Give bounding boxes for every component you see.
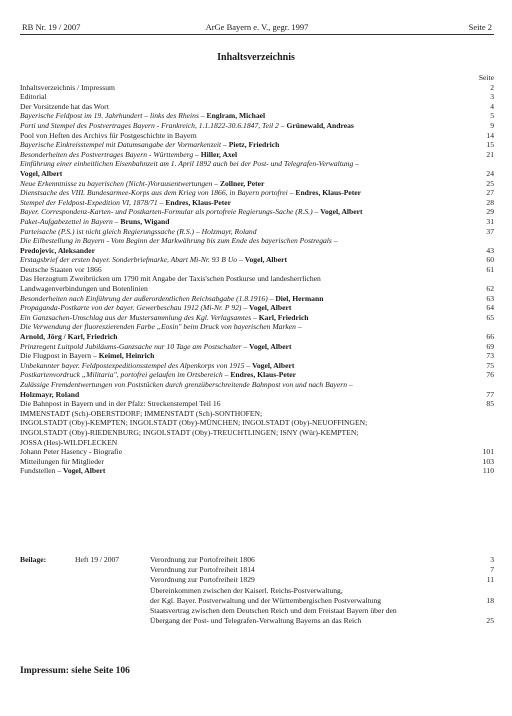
entry-page: 103 [482, 456, 494, 466]
entry-title: Porti und Stempel des Postvertrages Bayern - Frankreich, 1.1.1822-30.6.1847, Teil 2 – [20, 120, 287, 130]
toc-entry [20, 351, 494, 361]
entry-page: 9 [490, 120, 494, 130]
toc-entry [20, 438, 494, 448]
entry-title: Inhaltsverzeichnis / Impressum [20, 82, 115, 92]
entry-author: Pietz, Friedrich [228, 140, 280, 150]
entry-title: Paket-Aufgabezettel in Bayern – [20, 216, 121, 226]
toc-entry [20, 390, 494, 400]
toc-entry [20, 227, 494, 237]
toc-entry [20, 255, 494, 265]
entry-author: Bruns, Wigand [120, 216, 170, 226]
toc-entry [20, 274, 494, 284]
entry-page: 18 [486, 595, 494, 605]
toc-entry [20, 447, 494, 457]
entry-page: 77 [486, 389, 494, 399]
entry-page: 31 [486, 216, 494, 226]
entry-title: Stempel der Feldpost-Expedition VI, 1878/71 – [20, 197, 166, 207]
toc-entry [20, 111, 494, 121]
entry-page: 76 [486, 370, 494, 380]
entry-author: Diel, Hermann [275, 293, 324, 303]
toc-entry [20, 159, 494, 169]
toc-entry [20, 370, 494, 380]
entry-title: Übereinkommen zwischen der Kaiserl. Reichs-Postverwaltung, [150, 585, 343, 595]
beilage-item [150, 616, 494, 626]
entry-title: Prinzregent Luitpold Jubiläums-Ganzsache nur 10 Tage am Postschalter – [20, 341, 250, 351]
entry-page: 14 [486, 130, 494, 140]
toc-entry [20, 207, 494, 217]
entry-title: Propaganda-Postkarte von der bayer. Gewerbeschau 1912 (Mi-Nr. P 92) – [20, 303, 250, 313]
entry-author: Arnold, Jörg / Karl, Friedrich [20, 332, 118, 342]
toc-entry [20, 246, 494, 256]
entry-page: 37 [486, 226, 494, 236]
entry-title: Bayer. Correspondenz-Karten- und Postkarten-Formular als portofreie Regierungs-Sache (R.S.) – [20, 207, 321, 217]
entry-author: Endres, Klaus-Peter [295, 188, 362, 198]
entry-author: Holzmayr, Roland [20, 389, 80, 399]
entry-title: Besonderheiten des Postvertrages Bayern - Württemberg – [20, 149, 201, 159]
beilage-item [150, 555, 494, 565]
toc-entry [20, 131, 494, 141]
entry-title: der Kgl. Bayer. Postverwaltung und der Württembergischen Postverwaltung [150, 595, 382, 605]
entry-author: Endres, Klaus-Peter [230, 370, 296, 380]
entry-title: Erstagsbrief der ersten bayer. Sonderbriefmarke, Abart Mi-Nr. 93 B Uo – [20, 255, 245, 265]
entry-title: Verordnung zur Portofreiheit 1829 [150, 575, 255, 585]
entry-title: Pool von Heften des Archivs für Postgeschichte in Bayern [20, 130, 197, 140]
entry-page: 60 [486, 255, 494, 265]
entry-author: Keimel, Heinrich [98, 351, 155, 361]
beilage-item [150, 586, 494, 596]
page-title: Inhaltsverzeichnis [217, 52, 295, 63]
entry-title: Neue Erkenntnisse zu bayerischen (Nicht-)Vorausentwertungen – [20, 178, 220, 188]
toc-entry [20, 92, 494, 102]
entry-page: 2 [490, 82, 494, 92]
entry-page: 21 [486, 149, 494, 159]
entry-page: 110 [482, 466, 494, 476]
beilage-item [150, 596, 494, 606]
entry-page: 24 [486, 168, 494, 178]
toc-entry [20, 188, 494, 198]
toc-entry [20, 121, 494, 131]
entry-page: 43 [486, 245, 494, 255]
beilage-item [150, 575, 494, 585]
entry-page: 66 [486, 332, 494, 342]
entry-page: 28 [486, 197, 494, 207]
entry-page: 61 [486, 264, 494, 274]
entry-page: 27 [486, 188, 494, 198]
entry-title: Staatsvertrag zwischen dem Deutschen Reich und dem Freistaat Bayern über den [150, 606, 397, 616]
toc-entry [20, 322, 494, 332]
entry-page: 25 [486, 178, 494, 188]
toc-entry [20, 361, 494, 371]
entry-page: 11 [486, 575, 494, 585]
entry-author: Hiller, Axel [200, 149, 238, 159]
entry-title: Unbekannter bayer. Feldpostexpeditionsstempel des Alpenkorps von 1915 – [20, 360, 253, 370]
toc-entry [20, 332, 494, 342]
entry-title: Dienstsache des VIII. Bundesarmee-Korps aus dem Krieg von 1866, in Bayern portofrei – [20, 188, 296, 198]
impressum-note: Impressum: siehe Seite 106 [20, 666, 130, 676]
entry-title: Die Eilbestellung in Bayern - Vom Beginn der Markwährung bis zum Ende des bayerischen Postregals – [20, 236, 338, 246]
entry-title: Der Vorsitzende hat das Wort [20, 101, 109, 111]
entry-title: Verordnung zur Portofreiheit 1806 [150, 555, 255, 564]
header-rule [20, 34, 494, 35]
entry-page: 85 [486, 399, 494, 409]
entry-title: IMMENSTADT (Sch)-OBERSTDORF; IMMENSTADT (Sch)-SONTHOFEN; [20, 408, 263, 418]
entry-author: Karl, Friedrich [258, 312, 309, 322]
toc-entry [20, 150, 494, 160]
toc-entry [20, 265, 494, 275]
entry-author: Vogel, Albert [249, 303, 292, 313]
toc-entry [20, 380, 494, 390]
toc-entry [20, 236, 494, 246]
entry-title: Johann Peter Hasency - Biografie [20, 447, 123, 457]
entry-page: 29 [486, 207, 494, 217]
beilage-issue: Heft 19 / 2007 [75, 555, 120, 564]
entry-author: Vogel, Albert [63, 466, 106, 476]
entry-title: Deutsche Staaten vor 1866 [20, 264, 102, 274]
entry-title: INGOLSTADT (Oby)-KEMPTEN; INGOLSTADT (Oby)-MÜNCHEN; INGOLSTADT (Oby)-NEUOFFINGEN; [20, 418, 368, 428]
entry-page: 4 [490, 101, 494, 111]
entry-page: 5 [490, 111, 494, 121]
beilage-item [150, 565, 494, 575]
toc-entry [20, 466, 494, 476]
entry-title: INGOLSTADT (Oby)-RIEDENBURG; INGOLSTADT (Oby)-TREUCHTLINGEN; ISNY (Wür)-KEMPTEN; [20, 427, 359, 437]
entry-title: Besonderheiten nach Einführung der außerordentlichen Reichsabgabe (1.8.1916) – [20, 293, 276, 303]
toc-entry [20, 284, 494, 294]
toc-entry [20, 457, 494, 467]
entry-title: Ein Ganzsachen-Umschlag aus der Mustersammlung des Kgl. Verlagsamtes – [20, 312, 259, 322]
toc-entry [20, 217, 494, 227]
beilage-item [150, 606, 494, 616]
entry-title: Die Flugpost in Bayern – [20, 351, 99, 361]
entry-title: Bayerische Einkreisstempel mit Datumsangabe der Vormarkenzeit – [20, 140, 229, 150]
entry-title: Mitteilungen für Mitglieder [20, 456, 104, 466]
entry-title: Übergang der Post- und Telegrafen-Verwaltung Bayerns an das Reich [150, 616, 362, 626]
beilage-list [150, 555, 494, 626]
table-of-contents [20, 73, 494, 476]
entry-title: Verordnung zur Portofreiheit 1814 [150, 565, 255, 575]
entry-page: 69 [486, 341, 494, 351]
entry-page: 63 [486, 293, 494, 303]
entry-author: Vogel, Albert [244, 255, 288, 265]
toc-entry [20, 83, 494, 93]
publisher: ArGe Bayern e. V., gegr. 1997 [205, 22, 309, 32]
toc-list [20, 83, 494, 476]
page-column-heading: Seite [478, 73, 494, 82]
toc-entry [20, 303, 494, 313]
entry-title: Zulässige Fremdentwertungen von Poststücken durch grenzüberschreitende Bahnpost von und nach Bayern – [20, 380, 353, 389]
page-number: Seite 2 [468, 22, 492, 32]
entry-page: 73 [486, 351, 494, 361]
entry-page: 3 [490, 555, 494, 564]
toc-entry [20, 198, 494, 208]
issue-number: RB Nr. 19 / 2007 [22, 22, 81, 32]
toc-entry [20, 418, 494, 428]
toc-entry [20, 102, 494, 112]
entry-page: 7 [490, 565, 494, 575]
entry-title: Landwagenverbindungen und Botenlinien [20, 284, 148, 294]
toc-entry [20, 428, 494, 438]
entry-page: 75 [486, 360, 494, 370]
entry-page: 3 [490, 92, 494, 102]
entry-title: Die Bahnpost in Bayern und in der Pfalz: Streckenstempel Teil 16 [20, 399, 221, 409]
toc-entry [20, 294, 494, 304]
entry-title: Das Herzogtum Zweibrücken um 1790 mit Angabe der Taxis'schen Postkurse und landesherrlichen [20, 274, 321, 284]
entry-title: Bayerische Feldpost im 19. Jahrhundert – links des Rheins – [20, 111, 207, 121]
entry-title: Postkartenvordruck „Militaria", portofrei gelaufen im Ortsbereich – [20, 370, 231, 380]
toc-entry [20, 399, 494, 409]
toc-entry [20, 409, 494, 419]
entry-author: Endres, Klaus-Peter [165, 197, 231, 207]
entry-title: Die Verwendung der fluoreszierenden Farbe „Eosin" beim Druck von bayerischen Marken – [20, 322, 302, 332]
entry-author: Englram, Michael [206, 111, 266, 121]
entry-author: Vogel, Albert [249, 341, 292, 351]
entry-page: 64 [486, 303, 494, 313]
entry-author: Zollner, Peter [219, 178, 265, 188]
entry-author: Vogel, Albert [252, 360, 295, 370]
entry-page: 101 [482, 447, 494, 457]
beilage-label: Beilage: [20, 555, 47, 564]
entry-title: JOSSA (Hes)-WILDFLECKEN [20, 437, 118, 447]
toc-entry [20, 169, 494, 179]
entry-author: Vogel, Albert [320, 207, 363, 217]
toc-entry [20, 140, 494, 150]
entry-title: Einführung einer einheitlichen Eisenbahnzeit am 1. April 1892 auch bei der Post- und Telegrafen-Verwaltung – [20, 159, 359, 169]
entry-title: Fundstellen – [20, 466, 64, 476]
entry-page: 15 [486, 140, 494, 150]
entry-author: Vogel, Albert [20, 168, 63, 178]
entry-author: Predojevic, Aleksander [20, 245, 95, 255]
toc-entry [20, 179, 494, 189]
entry-page: 25 [486, 616, 494, 626]
entry-page: 65 [486, 312, 494, 322]
entry-author: Grünewald, Andreas [286, 120, 354, 130]
entry-page: 62 [486, 284, 494, 294]
entry-title: Parteisache (P.S.) ist nicht gleich Regierungssache (R.S.) – Holzmayr, Roland [20, 226, 257, 236]
toc-entry [20, 313, 494, 323]
toc-entry [20, 342, 494, 352]
entry-title: Editorial [20, 92, 47, 102]
